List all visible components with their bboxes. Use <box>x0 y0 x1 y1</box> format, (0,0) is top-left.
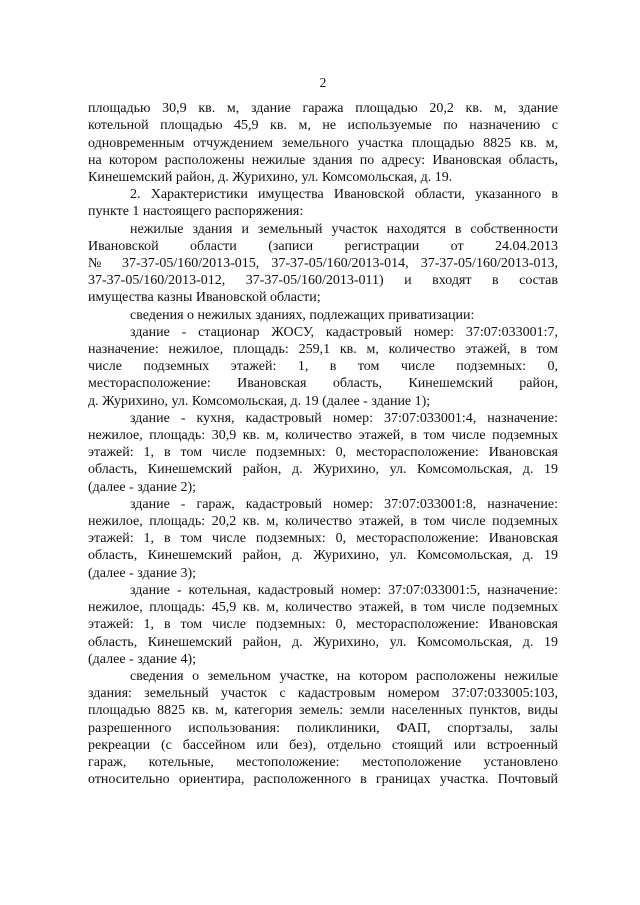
text-line: этажей: 1, в том числе подземных: 0, месторасположение: Ивановская <box>88 617 558 633</box>
text-line: область, Кинешемский район, д. Журихино, ул. Комсомольская, д. 19 <box>88 548 558 564</box>
text-line: № 37-37-05/160/2013-015, 37-37-05/160/2013-014, 37-37-05/160/2013-013, <box>88 256 558 272</box>
text-line: пункте 1 настоящего распоряжения: <box>88 204 304 220</box>
text-line: здание - гараж, кадастровый номер: 37:07:033001:8, назначение: <box>130 496 558 512</box>
text-line: 37-37-05/160/2013-012, 37-37-05/160/2013-011) и входят в состав <box>88 273 558 289</box>
text-line: котельной площадью 45,9 кв. м, не используемые по назначению с <box>88 118 558 134</box>
text-line: Ивановской области (записи регистрации от 24.04.2013 <box>88 238 558 254</box>
text-line: площадью 8825 кв. м, категория земель: земли населенных пунктов, виды <box>88 703 558 719</box>
text-line: здания: земельный участок с кадастровым номером 37:07:033005:103, <box>88 686 558 702</box>
page-number: 2 <box>319 75 327 90</box>
text-line: (далее - здание 2); <box>88 479 197 495</box>
text-line: сведения о нежилых зданиях, подлежащих приватизации: <box>130 307 475 323</box>
text-line: назначение: нежилое, площадь: 259,1 кв. м, количество этажей, в том <box>88 342 558 358</box>
text-line: площадью 30,9 кв. м, здание гаража площадью 20,2 кв. м, здание <box>88 101 558 117</box>
text-line: нежилое, площадь: 30,9 кв. м, количество этажей, в том числе подземных <box>88 428 558 444</box>
text-line: сведения о земельном участке, на котором расположены нежилые <box>130 668 558 684</box>
paragraph <box>88 410 558 496</box>
text-line: относительно ориентира, расположенного в границах участка. Почтовый <box>88 772 558 788</box>
text-line: имущества казны Ивановской области; <box>88 290 321 306</box>
paragraph <box>88 100 558 186</box>
text-line: рекреации (с бассейном или без), отдельно стоящий или встроенный <box>88 737 558 753</box>
text-line: (далее - здание 3); <box>88 565 197 581</box>
document-body <box>88 100 558 788</box>
text-line: месторасположение: Ивановская область, Кинешемский район, <box>88 376 558 392</box>
text-line: разрешенного использования: поликлиники, ФАП, спортзалы, залы <box>88 720 558 736</box>
text-line: здание - кухня, кадастровый номер: 37:07:033001:4, назначение: <box>130 410 558 426</box>
text-line: область, Кинешемский район, д. Журихино, ул. Комсомольская, д. 19 <box>88 462 558 478</box>
text-line: нежилые здания и земельный участок находятся в собственности <box>130 221 558 237</box>
text-line: одновременным отчуждением земельного участка площадью 8825 кв. м, <box>88 135 558 151</box>
text-line: здание - стационар ЖОСУ, кадастровый номер: 37:07:033001:7, <box>130 324 558 340</box>
text-line: область, Кинешемский район, д. Журихино, ул. Комсомольская, д. 19 <box>88 634 558 650</box>
text-line: гараж, котельные, местоположение: местоположение установлено <box>88 754 558 770</box>
paragraph <box>88 307 558 324</box>
text-line: на котором расположены нежилые здания по адресу: Ивановская область, <box>88 152 558 168</box>
text-line: д. Журихино, ул. Комсомольская, д. 19 (далее - здание 1); <box>88 393 431 409</box>
text-line: числе подземных этажей: 1, в том числе подземных: 0, <box>88 359 558 375</box>
paragraph <box>88 496 558 582</box>
paragraph <box>88 582 558 668</box>
text-line: этажей: 1, в том числе подземных: 0, месторасположение: Ивановская <box>88 531 558 547</box>
text-line: 2. Характеристики имущества Ивановской области, указанного в <box>130 187 558 203</box>
text-line: этажей: 1, в том числе подземных: 0, месторасположение: Ивановская <box>88 445 558 461</box>
text-line: здание - котельная, кадастровый номер: 37:07:033001:5, назначение: <box>130 582 558 598</box>
text-line: нежилое, площадь: 45,9 кв. м, количество этажей, в том числе подземных <box>88 600 558 616</box>
text-line: Кинешемский район, д. Журихино, ул. Комсомольская, д. 19. <box>88 170 453 186</box>
paragraph <box>88 186 558 220</box>
text-line: (далее - здание 4); <box>88 651 197 667</box>
paragraph <box>88 324 558 410</box>
paragraph <box>88 668 558 788</box>
paragraph <box>88 221 558 307</box>
text-line: нежилое, площадь: 20,2 кв. м, количество этажей, в том числе подземных <box>88 514 558 530</box>
